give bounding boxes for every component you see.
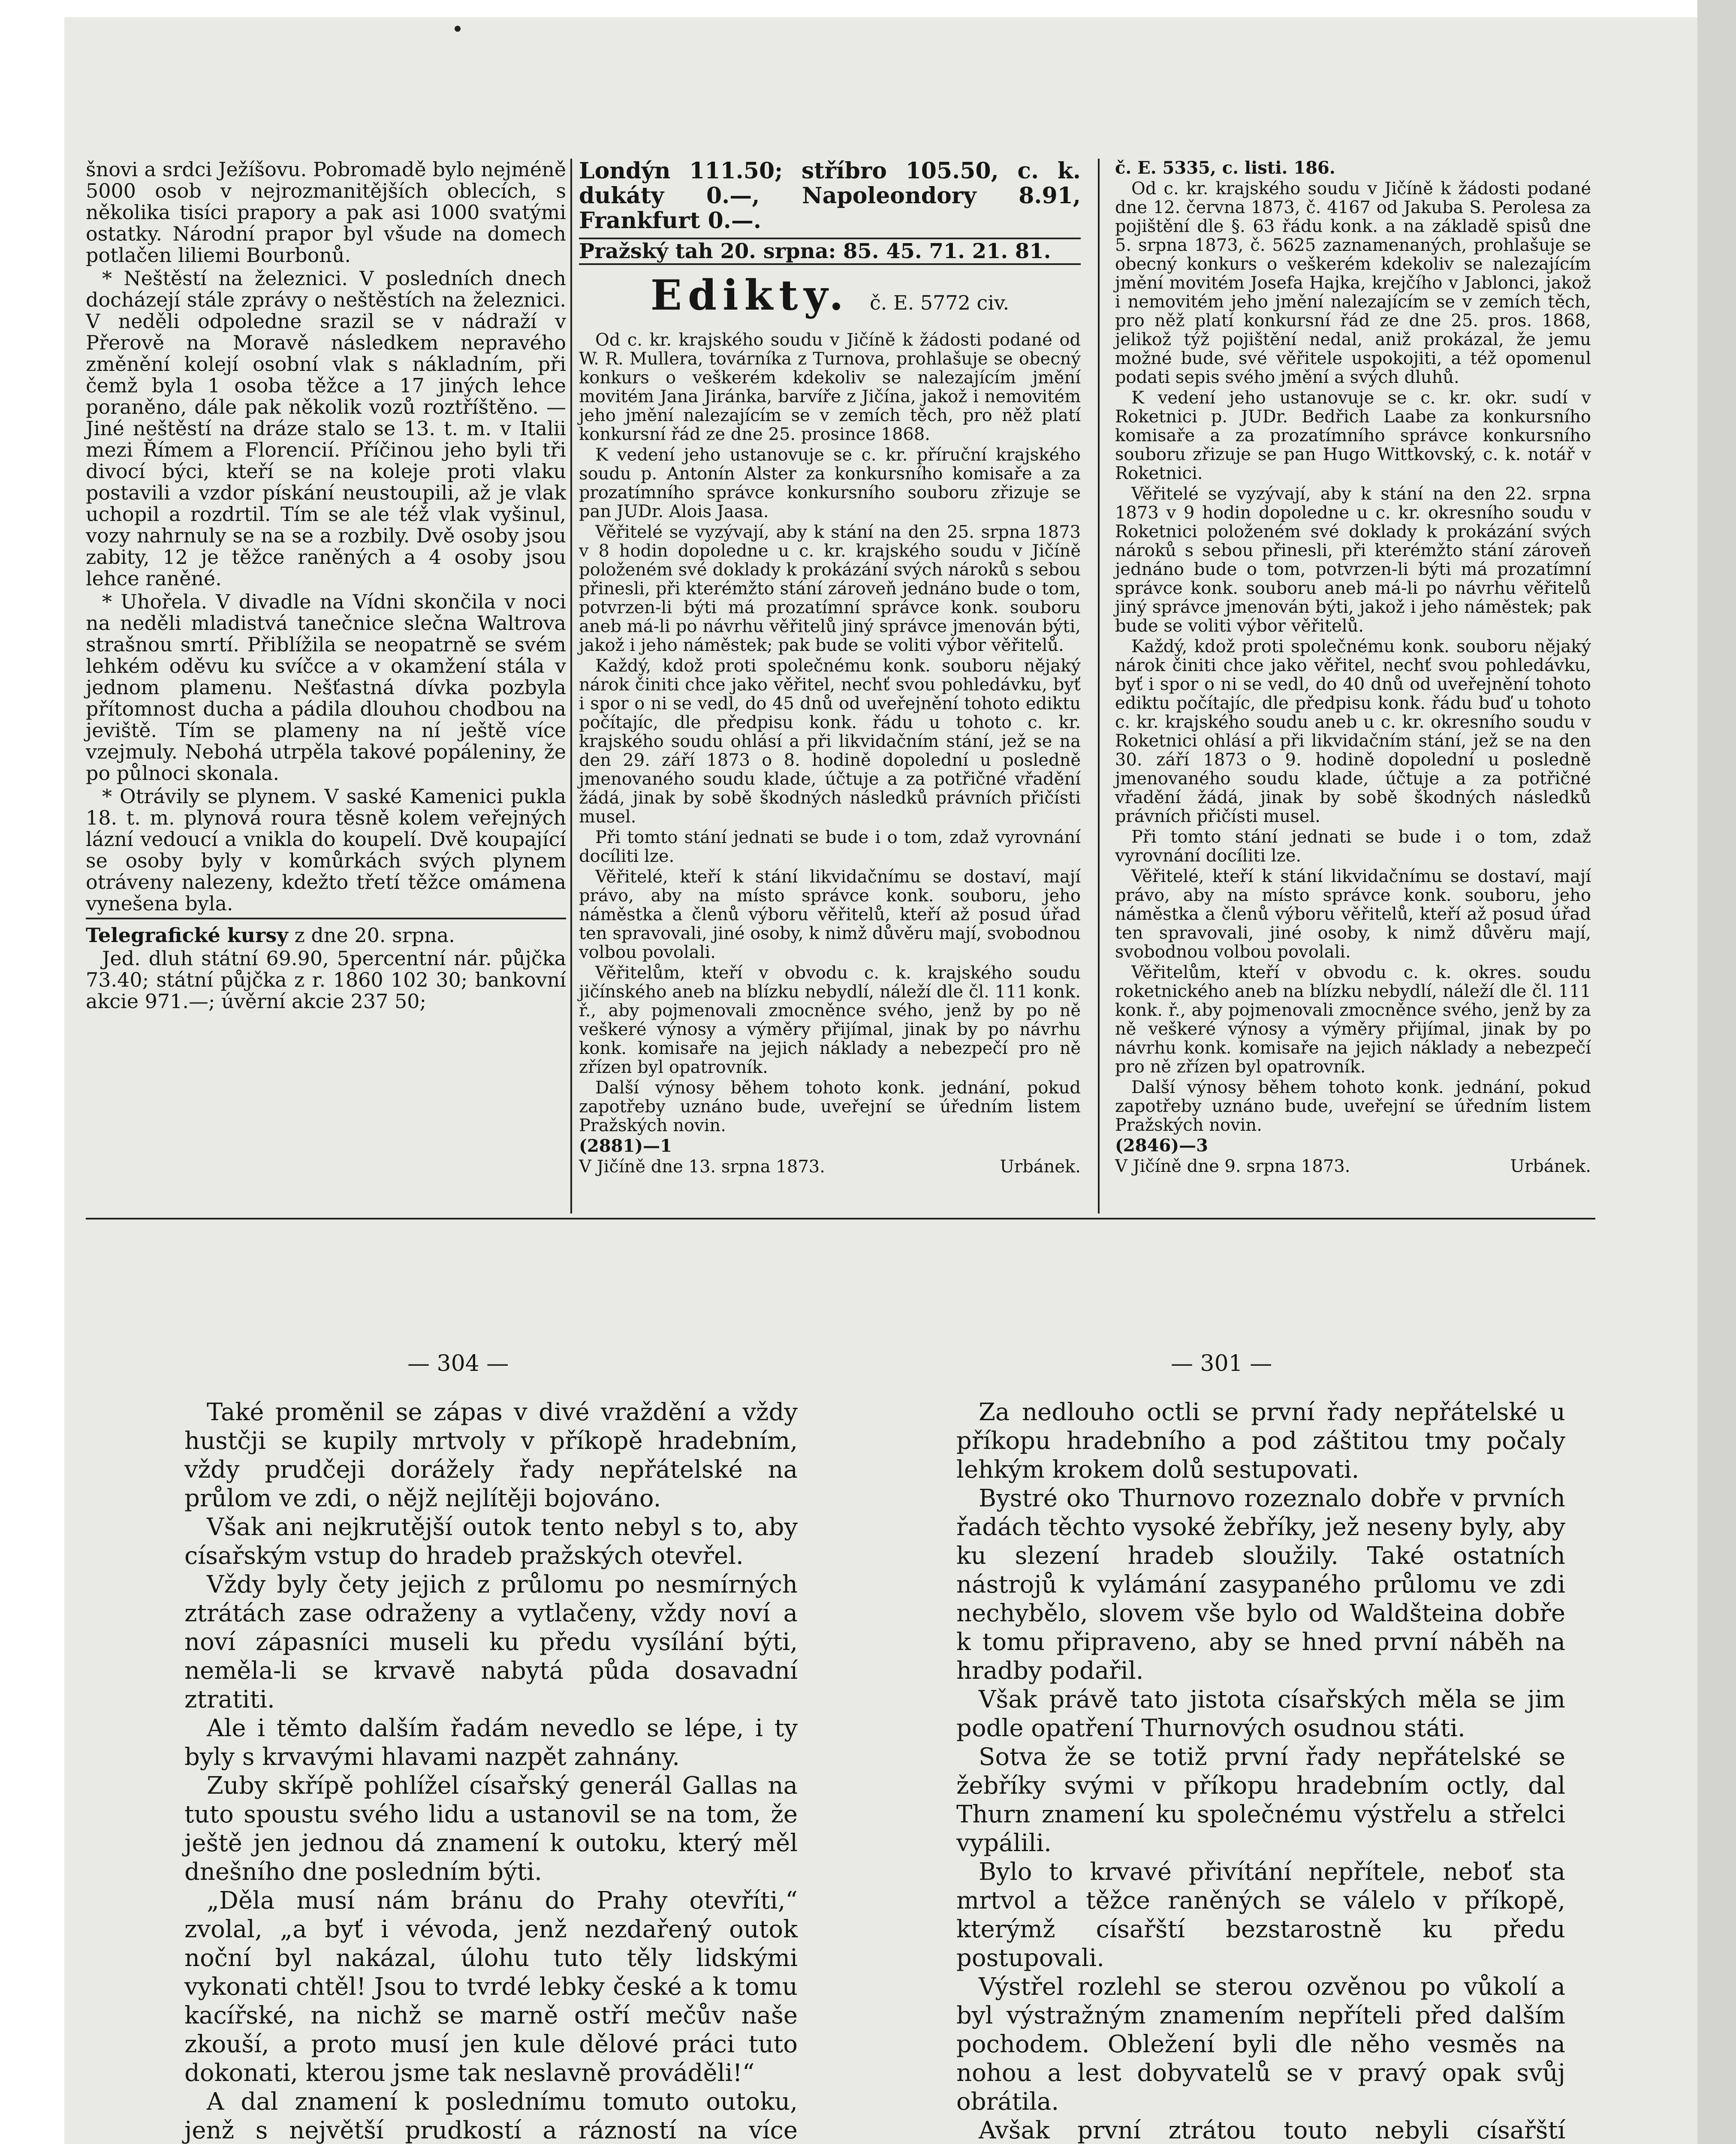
signature-name: Urbánek.	[1510, 1156, 1591, 1176]
telegraf-heading: Telegrafické kursy	[86, 924, 288, 947]
news-column-1	[86, 159, 566, 1014]
book-paragraph: Také proměnil se zápas v divé vraždění a vždy hustčji se kupily mrtvoly v příkopě hradebním, vždy prudčeji dorážely řady nepřátelské na průlom ve zdi, o nějž nejlítěji bojováno.	[184, 1398, 798, 1512]
edict-paragraph: Věřitelé, kteří k stání likvidačnímu se dostaví, mají právo, aby na místo správce konk. souboru, jeho náměstka a členů výboru věřitelů, kteří až posud úřad ten spravovali, jiné osoby, k nimž důvěru mají, svobodnou volbou povolali.	[579, 867, 1081, 962]
section-bottom-rule	[86, 1218, 1595, 1220]
lottery-draw: Pražský tah 20. srpna: 85. 45. 71. 21. 81.	[579, 238, 1081, 265]
column-rule	[570, 159, 572, 1214]
telegraf-rates: Jed. dluh státní 69.90, 5percentní nár. půjčka 73.40; státní půjčka z r. 1860 102 30; bankovní akcie 971.—; úvěrní akcie 237 50;	[86, 947, 566, 1013]
edikty-title: Edikty.	[650, 271, 850, 319]
book-page-left	[184, 1398, 798, 2144]
book-paragraph: „Děla musí nám bránu do Prahy otevříti,“ zvolal, „a byť i vévoda, jenž nezdařený outok noční byl nakázal, úlohu tuto těly lidskými vykonati chtěl! Jsou to tvrdé lebky české a k tomu kacířské, na nichž se marně ostří mečův naše zkouší, a proto musí jen kule dělové práci tuto dokonati, kterou jsme tak neslavně prováděli!“	[184, 1887, 798, 2087]
column-rule	[1098, 159, 1100, 1214]
news-paragraph: * Otrávily se plynem. V saské Kamenici pukla 18. t. m. plynová roura těsně kolem veřejných lázní vedoucí a vnikla do koupelí. Dvě koupající se osoby byly v komůrkách svých plynem otráveny nalezeny, kdežto třetí těžce omámena vynešena byla.	[86, 785, 566, 915]
edict-paragraph: Věřitelé se vyzývají, aby k stání na den 25. srpna 1873 v 8 hodin dopoledne u c. kr. krajského soudu v Jičíně položeném své doklady k prokázání svých nároků s sebou přinesli, při kterémžto stání zároveň jednáno bude o tom, potvrzen-li býti má prozatímní správce konk. souboru aneb má-li po návrhu věřitelů jiný správce jmenován býti, jakož i jeho náměstek; pak bude se voliti výbor věřitelů.	[579, 522, 1081, 655]
signature-place: V Jičíně dne 13. srpna 1873.	[579, 1157, 825, 1177]
edict-paragraph: Při tomto stání jednati se bude i o tom, zdaž vyrovnání docíliti lze.	[579, 828, 1081, 866]
book-page-right	[956, 1398, 1565, 2144]
page-edge-shadow	[1697, 0, 1736, 2144]
edict-paragraph: Věřitelům, kteří v obvodu c. k. krajského soudu jičínského aneb na blízku nebydlí, náleží dle čl. 111 konk. ř., aby pojmenovali zmocněnce svého, jenž by po ně veškeré výnosy a výměry přijímal, jinak by po návrhu konk. komisaře na jejich náklady a nebezpečí pro ně zřízen byl opatrovník.	[579, 963, 1081, 1077]
left-page-number: — 304 —	[407, 1351, 509, 1376]
news-column-3	[1115, 159, 1591, 1177]
edict-paragraph: Od c. kr. krajského soudu v Jičíně k žádosti podané od W. R. Mullera, továrníka z Turnova, prohlašuje se obecný konkurs o veškerém kdekoliv se nalezajícím jmění movitém Jana Jiránka, barvíře z Jičína, jakož i nemovitém jeho jmění nalezajícím se v zemích těch, pro něž platí konkursní řád ze dne 25. prosince 1868.	[579, 330, 1081, 444]
ink-dot	[455, 26, 461, 32]
edict-paragraph: K vedení jeho ustanovuje se c. kr. příruční krajského soudu p. Antonín Alster za konkursního komisaře a za prozatímního správce konkursního souboru zřizuje se pan JUDr. Alois Jaasa.	[579, 445, 1081, 521]
edict-reference: (2846)—3	[1115, 1135, 1209, 1156]
edict-paragraph: Při tomto stání jednati se bude i o tom, zdaž vyrovnání docíliti lze.	[1115, 827, 1591, 866]
edict-signature	[1115, 1157, 1591, 1176]
edikty-number: č. E. 5772 civ.	[870, 291, 1010, 314]
book-paragraph: Však ani nejkrutější outok tento nebyl s to, aby císařským vstup do hradeb pražských otevřel.	[184, 1513, 798, 1570]
edict-paragraph: Další výnosy během tohoto konk. jednání, pokud zapotřeby uznáno bude, uveřejní se úředním listem Pražských novin.	[579, 1078, 1081, 1135]
book-paragraph: Výstřel rozlehl se sterou ozvěnou po vůkolí a byl výstražným znamením nepříteli před dalším pochodem. Obležení byli dle něho vesměs na nohou a lest dobyvatelů se v pravý opak svůj obrátila.	[956, 1973, 1565, 2116]
book-paragraph: Avšak první ztrátou touto nebyli císařští	[979, 2117, 1565, 2144]
telegraf-heading-line	[86, 924, 566, 946]
telegraf-date: z dne 20. srpna.	[288, 924, 455, 947]
edict-reference-top: č. E. 5335, c. listi. 186.	[1115, 158, 1335, 178]
news-paragraph: * Neštěstí na železnici. V posledních dnech docházejí stále zprávy o neštěstích na železnici. V neděli odpoledne srazil se v nádraží v Přerově na Moravě následkem nepravého změnění kolejí osobní vlak s nákladním, při čemž byla 1 osoba těžce a 17 jiných lehce poraněno, dále pak několik vozů roztříštěno. — Jiné neštěstí na dráze stalo se 13. t. m. v Italii mezi Římem a Florencií. Příčinou jeho byli tři divocí býci, kteří se na koleje proti vlaku postavili a vzdor pískání neustoupili, až je vlak uchopil a rozdrtil. Tím se ale též vlak vyšinul, vozy nahrnuly se na se a rozbily. Dvě osoby jsou zabity, 12 je těžce raněných a 4 osoby jsou lehce raněné.	[86, 267, 566, 590]
signature-place: V Jičíně dne 9. srpna 1873.	[1115, 1156, 1350, 1176]
edikty-heading	[579, 272, 1081, 326]
book-paragraph: Zuby skřípě pohlížel císařský generál Gallas na tuto spoustu svého lidu a ustanovil se na tom, že ještě jen jednou dá znamení k outoku, který měl dnešního dne posledním býti.	[184, 1772, 798, 1886]
news-paragraph: * Uhořela. V divadle na Vídni skončila v noci na neděli mladistvá tanečnice slečna Waltrova strašnou smrtí. Přiblížila se neopatrně se svém lehkém oděvu ku svíčce a v okamžení stála v jednom plamenu. Nešťastná dívka pozbyla přítomnost ducha a pádila dlouhou chodbou na jeviště. Tím se plameny na ní ještě více vzejmuly. Nebohá utrpěla takové popáleniny, že po půlnoci skonala.	[86, 590, 566, 785]
book-paragraph: Ale i těmto dalším řadám nevedlo se lépe, i ty byly s krvavými hlavami nazpět zahnány.	[184, 1714, 798, 1771]
book-paragraph: Bystré oko Thurnovo rozeznalo dobře v prvních řadách těchto vysoké žebříky, jež neseny byly, aby ku slezení hradeb sloužily. Také ostatních nástrojů k vylámání zasypaného průlomu ve zdi nechybělo, slovem vše bylo od Waldšteina dobře k tomu připraveno, aby se hned první náběh na hradby podařil.	[956, 1485, 1565, 1685]
edict-paragraph: Každý, kdož proti společnému konk. souboru nějaký nárok činiti chce jako věřitel, nechť svou pohledávku, byť i spor o ni se vedl, do 45 dnů od uveřejnění tohoto ediktu počítajíc, dle předpisu konk. řádu u tohoto c. kr. krajského soudu ohlásí a při likvidačním stání, jež se na den 29. září 1873 o 8. hodině dopolední u posledně jmenovaného soudu klade, účtuje a za potřičné vřadění žádá, jinak by sobě škodných následků právních přičísti musel.	[579, 656, 1081, 827]
book-paragraph: Za nedlouho octli se první řady nepřátelské u příkopu hradebního a pod záštitou tmy počaly lehkým krokem dolů sestupovati.	[956, 1398, 1565, 1484]
right-page-number: — 301 —	[1171, 1351, 1272, 1376]
edict-paragraph: Další výnosy během tohoto konk. jednání, pokud zapotřeby uznáno bude, uveřejní se úředním listem Pražských novin.	[1115, 1078, 1591, 1135]
news-paragraph: šnovi a srdci Ježíšovu. Pobromadě bylo nejméně 5000 osob v nejrozmanitějších oblecích, s několika tisíci prapory a pak asi 1000 svatými ostatky. Národní prapor byl všude na domech potlačen liliemi Bourbonů.	[86, 158, 566, 267]
edict-paragraph: Věřitelé se vyzývají, aby k stání na den 22. srpna 1873 v 9 hodin dopoledne u c. kr. okresního soudu v Roketnici položeném své doklady k prokázání svých nároků s sebou přinesli, při kterémžto stání zároveň jednáno bude o tom, potvrzen-li býti má prozatímní správce konk. souboru aneb má-li po návrhu věřitelů jiný správce jmenován býti, jakož i jeho náměstek; pak bude se voliti výbor věřitelů.	[1115, 484, 1591, 636]
book-paragraph: A dal znamení k poslednímu tomuto outoku, jenž s největší prudkostí a rázností na více	[184, 2088, 798, 2144]
edict-paragraph: Věřitelům, kteří v obvodu c. k. okres. soudu roketnického aneb na blízku nebydlí, náleží dle čl. 111 konk. ř., aby pojmenovali zmocněnce svého, jenž by za ně veškeré výnosy a výměry přijímal, jinak by po návrhu konk. komisaře na jejich náklady a nebezpečí pro ně zřízen byl opatrovník.	[1115, 963, 1591, 1077]
edict-signature	[579, 1157, 1081, 1176]
edict-paragraph: K vedení jeho ustanovuje se c. kr. okr. sudí v Roketnici p. JUDr. Bedřich Laabe za konkursního komisaře a za prozatímního správce konkursního souboru zřizuje se pan Hugo Wittkovský, c. k. notář v Roketnici.	[1115, 388, 1591, 483]
edict-paragraph: Od c. kr. krajského soudu v Jičíně k žádosti podané dne 12. června 1873, č. 4167 od Jakuba S. Perolesa za pojištění dle §. 63 řádu konk. a na základě spisů dne 5. srpna 1873, č. 5625 zaznamenaných, prohlašuje se obecný konkurs o veškerém kdekoliv se nalezajícím jmění movitém Josefa Hajka, krejčího v Jablonci, jakož i nemovitém jeho jmění nalezajícím se v zemích těch, pro něž platí konkursní řád ze dne 25. pros. 1868, jelikož týž pojištění nedal, aniž prokázal, že jemu možné bude, své věřitele uspokojiti, a též opomenul podati sepis svého jmění a svých dluhů.	[1115, 179, 1591, 387]
edict-paragraph: Věřitelé, kteří k stání likvidačnímu se dostaví, mají právo, aby na místo správce konk. souboru, jeho náměstka a členů výboru věřitelů, kteří až posud úřad ten spravovali, jiné osoby, k nimž důvěru mají, svobodnou volbou povolali.	[1115, 867, 1591, 962]
book-paragraph: Však právě tato jistota císařských měla se jim podle opatření Thurnových osudnou státi.	[956, 1686, 1565, 1742]
newspaper-section	[86, 159, 1595, 1222]
news-column-2	[579, 159, 1081, 1178]
signature-name: Urbánek.	[1000, 1157, 1081, 1177]
book-paragraph: Vždy byly čety jejich z průlomu po nesmírných ztrátách zase odraženy a vytlačeny, vždy noví a noví zápasníci museli ku předu vysílání býti, neměla-li se krvavě nabytá půda dosavadní ztratiti.	[184, 1571, 798, 1713]
book-paragraph: Bylo to krvavé přivítání nepřítele, neboť sta mrtvol a těžce raněných se válelo v příkopě, kterýmž císařští bezstarostně ku předu postupovali.	[956, 1858, 1565, 1972]
book-paragraph: Sotva že se totiž první řady nepřátelské se žebříky svými v příkopu hradebním octly, dal Thurn znamení ku společnému výstřelu a střelci vypálili.	[956, 1743, 1565, 1857]
edict-paragraph: Každý, kdož proti společnému konk. souboru nějaký nárok činiti chce jako věřitel, nechť svou pohledávku, byť i spor o ni se vedl, do 40 dnů od uveřejnění tohoto ediktu počítajíc, dle předpisu konk. řádu buď u tohoto c. kr. krajského soudu aneb u c. kr. okresního soudu v Roketnici ohlásí a při likvidačním stání, jež se na den 30. září 1873 o 9. hodině dopolední u posledně jmenovaného soudu klade, účtuje a za potřičné vřadění žádá, jinak by sobě škodných následků právních přičísti musel.	[1115, 637, 1591, 826]
market-rates: Londýn 111.50; stříbro 105.50, c. k. dukáty 0.—, Napoleondory 8.91, Frankfurt 0.—.	[579, 158, 1081, 234]
section-divider	[86, 918, 566, 919]
book-pages	[184, 1351, 1643, 2144]
edict-reference: (2881)—1	[579, 1136, 672, 1156]
